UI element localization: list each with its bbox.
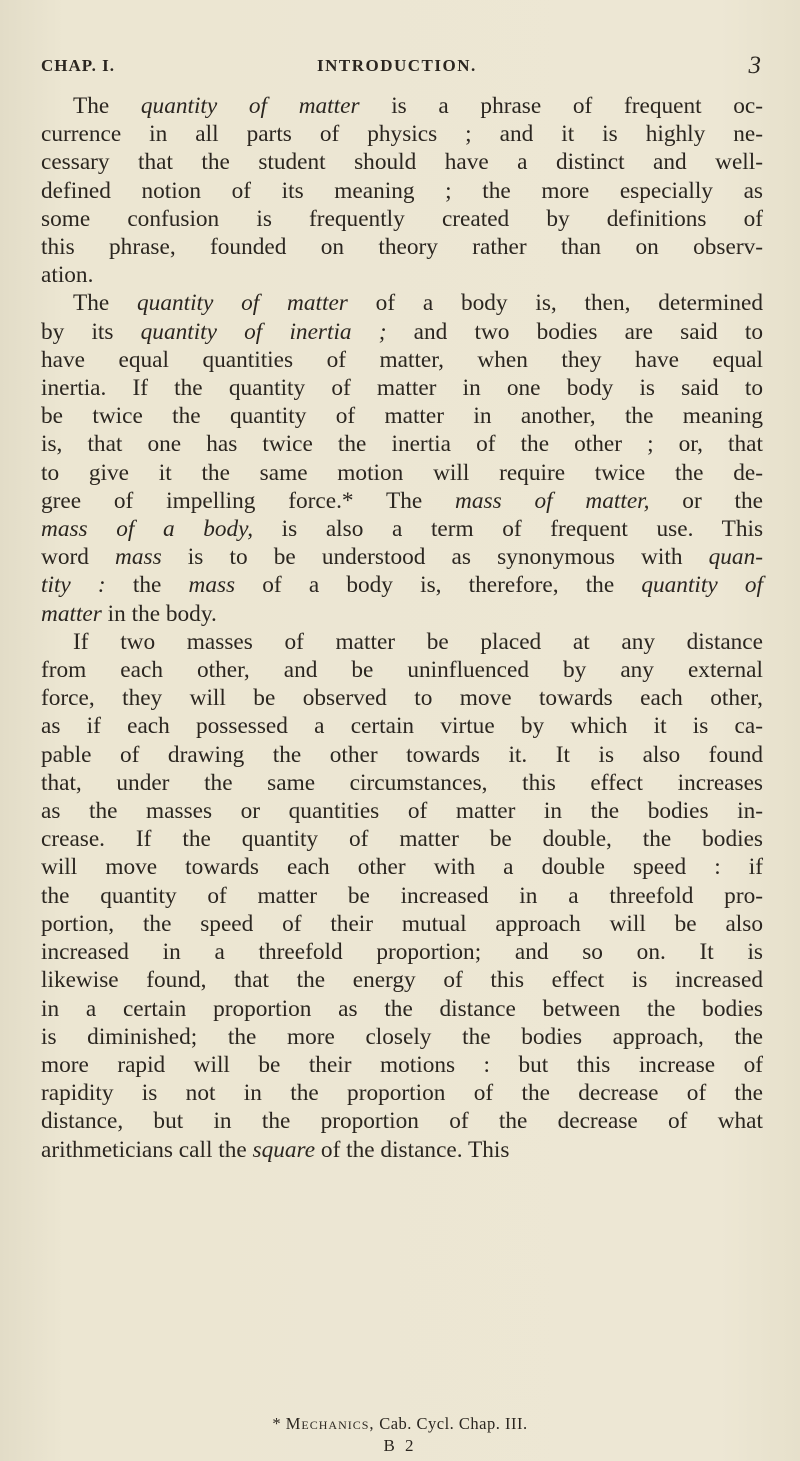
italic-text-run: tity : [41, 572, 106, 599]
text-line [41, 995, 763, 1023]
signature-mark: B 2 [383, 1436, 417, 1455]
text-run: in a certain proportion as the distance between the bodies [41, 995, 763, 1022]
text-run: as if each possessed a certain virtue by which it is ca- [41, 713, 763, 740]
text-line [41, 459, 763, 487]
footnote-source: Mechanics, [285, 1414, 375, 1433]
text-run: of a body is, therefore, the [235, 572, 642, 599]
text-run: rapidity is not in the proportion of the decrease of the [41, 1080, 763, 1107]
text-run: and two bodies are said to [386, 318, 763, 345]
text-line [41, 853, 763, 881]
text-run: defined notion of its meaning ; the more especially as [41, 177, 763, 204]
italic-text-run: mass [115, 544, 162, 571]
text-run: by its [41, 318, 141, 345]
text-run: in the body. [101, 600, 217, 627]
text-run: likewise found, that the energy of this effect is increased [41, 967, 763, 994]
footnote [0, 1414, 800, 1434]
text-line [41, 656, 763, 684]
text-run: to give it the same motion will require twice the de- [41, 459, 763, 486]
italic-text-run: square [252, 1136, 316, 1163]
text-run: cessary that the student should have a distinct and well- [41, 149, 763, 176]
text-run: be twice the quantity of matter in another, the meaning [41, 403, 763, 430]
text-line [41, 515, 763, 543]
italic-text-run: mass [188, 572, 236, 599]
text-line [41, 910, 763, 938]
text-line [41, 318, 763, 346]
text-line [41, 1107, 763, 1135]
italic-text-run: quantity of matter [137, 290, 348, 317]
italic-text-run: quantity of matter [140, 93, 360, 119]
text-run: is diminished; the more closely the bodies approach, the [41, 1023, 763, 1050]
text-line [41, 543, 763, 571]
text-line [41, 571, 763, 599]
text-line [41, 346, 763, 374]
text-line [41, 1079, 763, 1107]
text-line [41, 882, 763, 910]
text-run: distance, but in the proportion of the decrease of what [41, 1108, 763, 1135]
text-run: as the masses or quantities of matter in the bodies in- [41, 798, 763, 825]
text-run: arithmeticians call the [41, 1136, 253, 1163]
text-run: crease. If the quantity of matter be double, the bodies [41, 826, 763, 853]
italic-text-run: quantity of [641, 572, 763, 599]
text-run: of a body is, then, determined [347, 290, 764, 317]
text-run: inertia. If the quantity of matter in one body is said to [41, 375, 763, 402]
text-run: the quantity of matter be increased in a threefold pro- [41, 882, 763, 909]
italic-text-run: quan- [708, 544, 763, 571]
text-run: or the [649, 487, 763, 514]
text-run: force, they will be observed to move towards each other, [41, 685, 763, 712]
running-head [41, 52, 762, 84]
text-line [41, 600, 763, 628]
footnote-marker: * [272, 1414, 286, 1433]
text-run: increased in a threefold proportion; and so on. It is [41, 939, 763, 966]
body-text [41, 92, 763, 1164]
text-line [41, 92, 763, 120]
text-line [41, 769, 763, 797]
text-line [41, 1051, 763, 1079]
text-line [41, 712, 763, 740]
text-line [41, 741, 763, 769]
text-run: portion, the speed of their mutual approach will be also [41, 910, 763, 937]
text-line [41, 966, 763, 994]
text-line [41, 261, 763, 289]
italic-text-run: quantity of inertia ; [140, 318, 387, 345]
text-run: from each other, and be uninfluenced by any external [41, 657, 763, 684]
italic-text-run: mass of a body, [41, 516, 254, 543]
text-line [41, 684, 763, 712]
text-run: have equal quantities of matter, when they have equal [41, 346, 763, 373]
text-run: is a phrase of frequent oc- [359, 93, 763, 119]
italic-text-run: matter [41, 600, 102, 627]
text-line [41, 205, 763, 233]
text-line [41, 430, 763, 458]
text-run: is, that one has twice the inertia of the other ; or, that [41, 431, 763, 458]
text-line [41, 1023, 763, 1051]
text-run: the [105, 572, 189, 599]
text-run: more rapid will be their motions : but this increase of [41, 1051, 763, 1078]
footnote-reference: Cab. Cycl. Chap. III. [374, 1414, 528, 1433]
italic-text-run: mass of matter, [455, 487, 650, 514]
text-run: will move towards each other with a double speed : if [41, 854, 763, 881]
text-line [41, 289, 763, 317]
text-line [41, 938, 763, 966]
text-line [41, 797, 763, 825]
text-line [41, 148, 763, 176]
text-run: this phrase, founded on theory rather than on observ- [41, 234, 763, 261]
text-run: currence in all parts of physics ; and it is highly ne- [41, 121, 763, 148]
text-run: of the distance. This [315, 1136, 510, 1163]
text-run: word [41, 544, 116, 571]
text-line [41, 233, 763, 261]
text-line [41, 374, 763, 402]
text-run: gree of impelling force.* The [41, 487, 456, 514]
text-line [41, 177, 763, 205]
text-run: The [73, 290, 138, 317]
text-line [41, 1136, 763, 1164]
chapter-label: CHAP. I. [41, 56, 115, 75]
text-line [41, 487, 763, 515]
text-line [41, 825, 763, 853]
text-run: ation. [41, 262, 94, 289]
running-title: INTRODUCTION. [317, 56, 477, 75]
text-run: is also a term of frequent use. This [253, 516, 764, 543]
page-number: 3 [748, 52, 762, 79]
text-run: If two masses of matter be placed at any distance [73, 628, 763, 655]
text-run: The [73, 93, 141, 119]
text-run: is to be understood as synonymous with [161, 544, 709, 571]
text-line [41, 402, 763, 430]
text-run: some confusion is frequently created by definitions of [41, 205, 763, 232]
text-run: that, under the same circumstances, this effect increases [41, 769, 763, 796]
text-line [41, 628, 763, 656]
text-run: pable of drawing the other towards it. It is also found [41, 741, 763, 768]
text-line [41, 120, 763, 148]
